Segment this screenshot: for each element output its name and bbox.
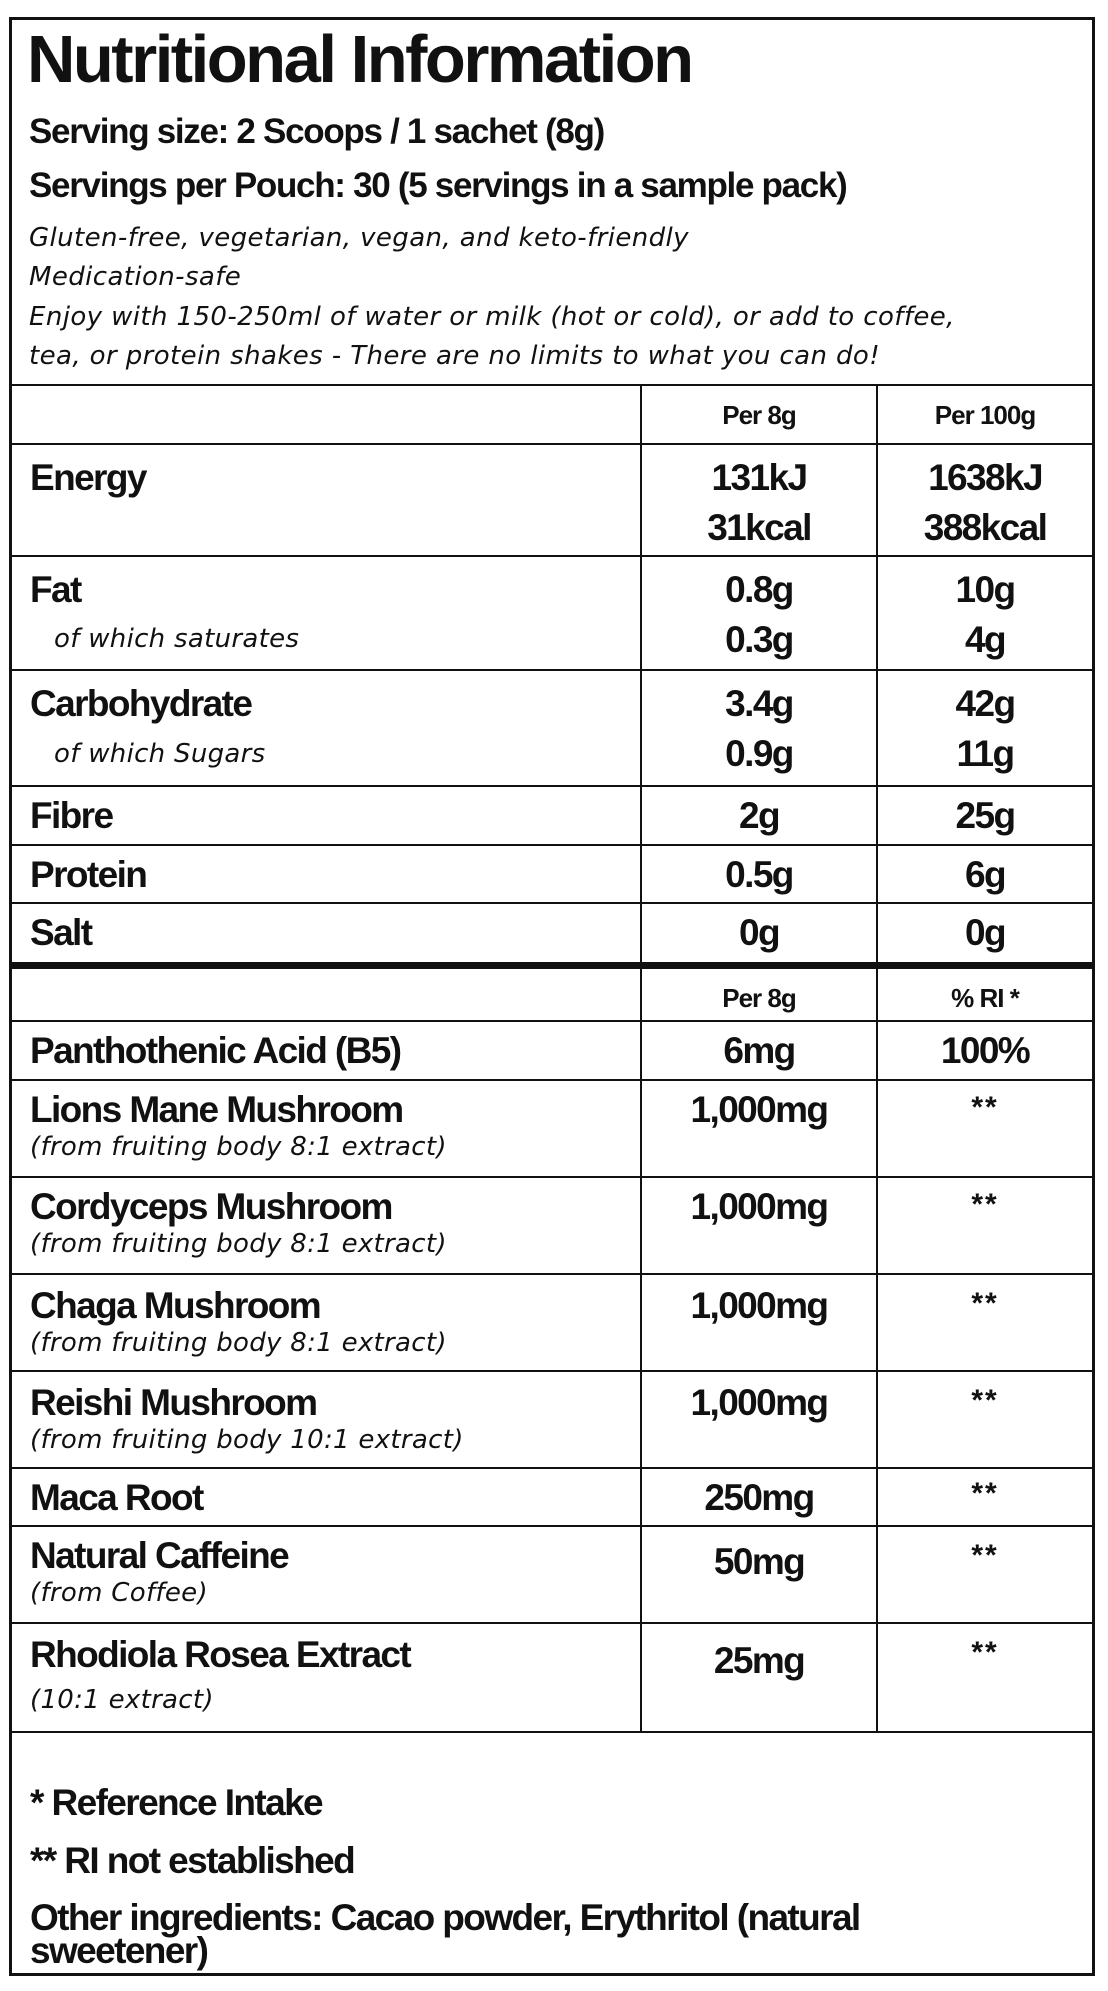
fibre-label: Fibre [12, 786, 641, 845]
ingredient-ri: ** [877, 1526, 1092, 1623]
ingredient-amount: 1,000mg [641, 1177, 877, 1274]
ingredient-row [12, 1177, 1092, 1274]
ingredient-name: Maca Root [12, 1468, 641, 1526]
table2-header-blank [12, 965, 641, 1021]
ingredient-row [12, 1080, 1092, 1177]
ingredient-sub: (from fruiting body 8:1 extract) [30, 1328, 447, 1358]
ingredient-row [12, 1468, 1092, 1526]
salt-per-100: 0g [877, 903, 1092, 965]
ingredient-name: Chaga Mushroom [30, 1285, 321, 1326]
ingredient-amount: 6mg [641, 1021, 877, 1080]
carbohydrate-cell [12, 670, 641, 786]
ingredient-name: Reishi Mushroom [30, 1382, 317, 1423]
ingredient-name: Lions Mane Mushroom [30, 1089, 403, 1130]
protein-label: Protein [12, 845, 641, 903]
ingredient-row [12, 1623, 1092, 1732]
ingredient-ri: ** [877, 1468, 1092, 1526]
ingredient-cell [12, 1371, 641, 1468]
ri-not-established-note: ** RI not established [30, 1840, 355, 1881]
usage-note-line-1: Enjoy with 150-250ml of water or milk (hot or cold), or add to coffee, [29, 302, 955, 332]
carbohydrate-per-100-cell [877, 670, 1092, 786]
ingredient-name: Cordyceps Mushroom [30, 1186, 392, 1227]
energy-per-serving-kcal: 31kcal [707, 507, 811, 548]
fat-per-100-cell [877, 556, 1092, 670]
carbohydrate-per-serving-cell [641, 670, 877, 786]
ingredient-amount: 1,000mg [641, 1080, 877, 1177]
ingredient-row [12, 1526, 1092, 1623]
ingredient-row [12, 1274, 1092, 1371]
ingredient-row [12, 1371, 1092, 1468]
medication-note: Medication-safe [29, 262, 242, 292]
energy-per-100 [877, 444, 1092, 556]
protein-per-100: 6g [877, 845, 1092, 903]
carbohydrate-per-serving: 3.4g [725, 683, 793, 724]
dietary-note: Gluten-free, vegetarian, vegan, and keto-friendly [29, 223, 689, 253]
energy-label: Energy [12, 444, 641, 556]
ingredient-sub: (from fruiting body 8:1 extract) [30, 1132, 447, 1162]
ingredient-amount: 1,000mg [641, 1371, 877, 1468]
ingredient-cell [12, 1080, 641, 1177]
table2-col-per-serving: Per 8g [641, 965, 877, 1021]
sugars-per-serving: 0.9g [725, 733, 793, 774]
ingredient-amount: 50mg [641, 1526, 877, 1623]
serving-size: Serving size: 2 Scoops / 1 sachet (8g) [29, 112, 604, 151]
ingredient-cell [12, 1274, 641, 1371]
energy-per-serving-kj: 131kJ [711, 457, 807, 498]
other-ingredients-line-2: sweetener) [30, 1930, 208, 1971]
energy-per-serving [641, 444, 877, 556]
carbohydrate-per-100: 42g [955, 683, 1015, 724]
usage-note-line-2: tea, or protein shakes - There are no limits to what you can do! [29, 341, 881, 371]
ingredient-ri: ** [877, 1371, 1092, 1468]
fibre-per-100: 25g [877, 786, 1092, 845]
servings-per-pouch: Servings per Pouch: 30 (5 servings in a sample pack) [29, 166, 847, 205]
fat-per-100: 10g [955, 569, 1015, 610]
fibre-row [12, 786, 1092, 845]
ingredient-sub: (from fruiting body 10:1 extract) [30, 1425, 464, 1455]
energy-row [12, 444, 1092, 556]
salt-per-serving: 0g [641, 903, 877, 965]
saturates-per-serving: 0.3g [725, 619, 793, 660]
fibre-per-serving: 2g [641, 786, 877, 845]
table2-header-row [12, 965, 1092, 1021]
panel-header [12, 20, 1092, 385]
table1-header-blank [12, 385, 641, 444]
ingredient-ri: ** [877, 1274, 1092, 1371]
reference-intake-note: * Reference Intake [30, 1782, 323, 1823]
ingredient-name: Rhodiola Rosea Extract [30, 1634, 411, 1675]
table1-header-row [12, 385, 1092, 444]
ingredient-name: Natural Caffeine [30, 1535, 289, 1576]
ingredient-cell [12, 1177, 641, 1274]
ingredient-ri: ** [877, 1623, 1092, 1732]
saturates-per-100: 4g [965, 619, 1005, 660]
nutrition-panel [9, 17, 1095, 1976]
table2-col-ri: % RI * [877, 965, 1092, 1021]
fat-row [12, 556, 1092, 670]
protein-per-serving: 0.5g [641, 845, 877, 903]
ingredient-ri: 100% [877, 1021, 1092, 1080]
panel-footer [12, 1744, 1092, 1974]
fat-label: Fat [30, 569, 81, 610]
salt-row [12, 903, 1092, 965]
ingredient-cell [12, 1623, 641, 1732]
energy-per-100-kj: 1638kJ [928, 457, 1042, 498]
ingredient-sub: (10:1 extract) [30, 1685, 214, 1715]
salt-label: Salt [12, 903, 641, 965]
fat-per-serving: 0.8g [725, 569, 793, 610]
ingredient-cell [12, 1526, 641, 1623]
other-ingredients-line-1: Other ingredients: Cacao powder, Erythritol (natural [30, 1897, 860, 1938]
carbohydrate-row [12, 670, 1092, 786]
nutrition-table [12, 384, 1092, 1733]
ingredient-ri: ** [877, 1177, 1092, 1274]
panel-title: Nutritional Information [27, 22, 692, 97]
ingredient-amount: 25mg [641, 1623, 877, 1732]
ingredient-amount: 1,000mg [641, 1274, 877, 1371]
fat-sub-label: of which saturates [54, 624, 300, 654]
ingredient-sub: (from fruiting body 8:1 extract) [30, 1229, 447, 1259]
ingredient-ri: ** [877, 1080, 1092, 1177]
sugars-per-100: 11g [956, 733, 1014, 774]
table1-col-per-100: Per 100g [877, 385, 1092, 444]
fat-per-serving-cell [641, 556, 877, 670]
energy-per-100-kcal: 388kcal [923, 507, 1047, 548]
ingredient-row [12, 1021, 1092, 1080]
ingredient-sub: (from Coffee) [30, 1578, 208, 1608]
carbohydrate-label: Carbohydrate [30, 683, 252, 724]
table1-col-per-serving: Per 8g [641, 385, 877, 444]
ingredient-amount: 250mg [641, 1468, 877, 1526]
protein-row [12, 845, 1092, 903]
sugars-sub-label: of which Sugars [54, 739, 266, 769]
fat-cell [12, 556, 641, 670]
ingredient-name: Panthothenic Acid (B5) [12, 1021, 641, 1080]
